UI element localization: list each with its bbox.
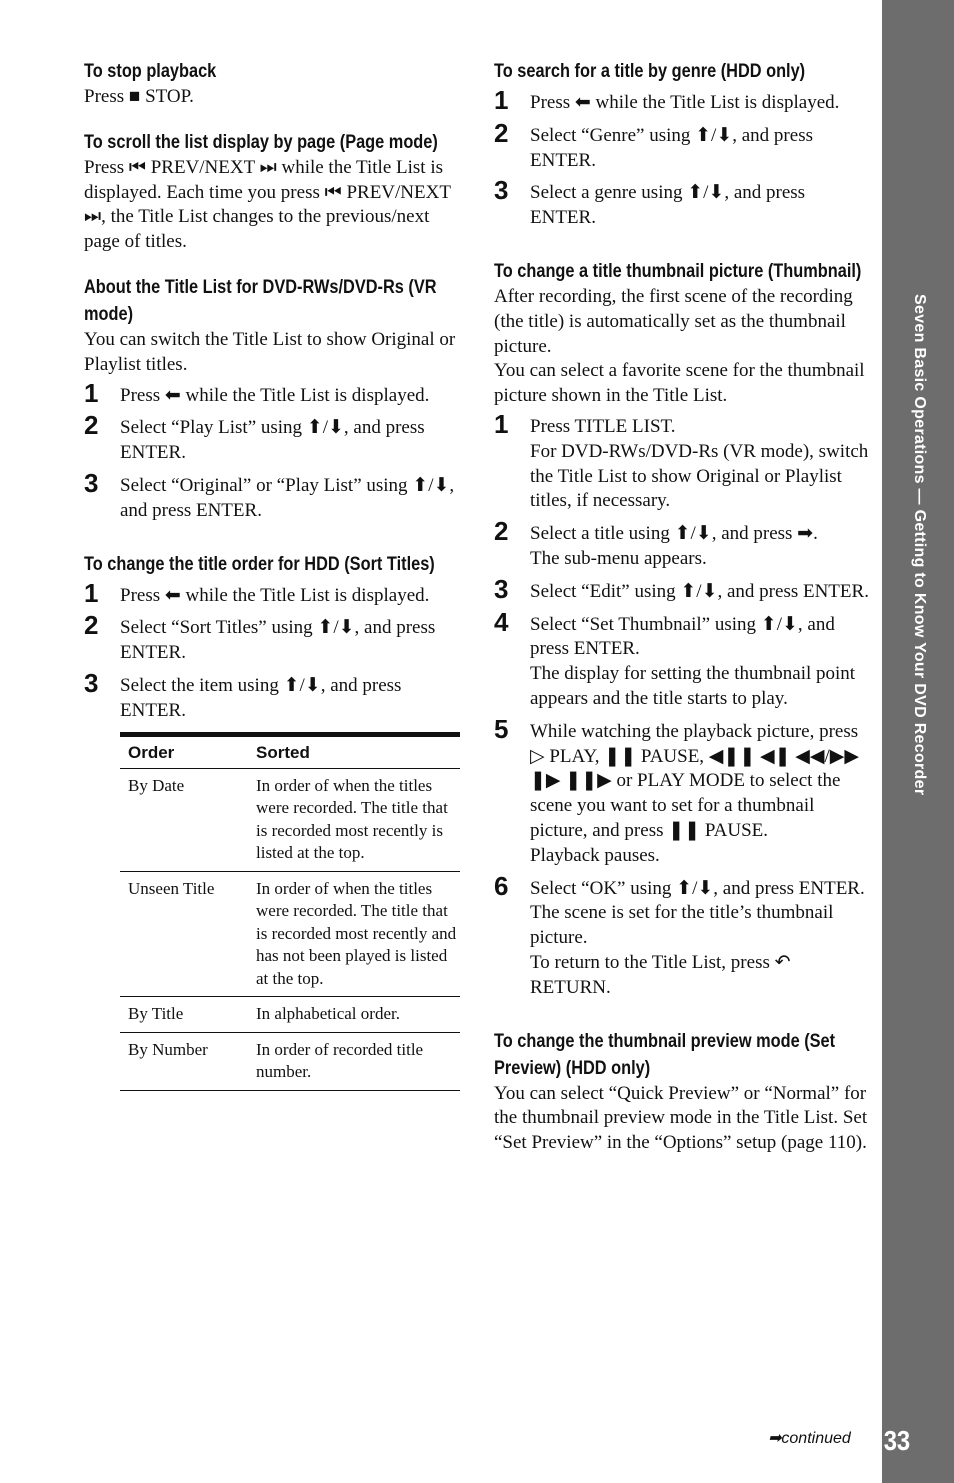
step-line: The sub-menu appears. (530, 547, 707, 569)
step (84, 577, 462, 609)
step-text (530, 720, 870, 869)
step-text: Press ⬅ while the Title List is displayed. (120, 384, 430, 406)
step-line: The display for setting the thumbnail point appears and the title starts to play. (530, 663, 856, 709)
step-text (530, 877, 870, 1001)
step-line: Select “Set Thumbnail” using ⬆/⬇, and press ENTER. (530, 613, 835, 660)
section-title: To scroll the list display by page (Page mode) (84, 131, 438, 153)
step-number: 2 (84, 410, 99, 441)
cell-sorted: In order of when the titles were recorded. The title that is recorded most recently is listed at the top. (248, 768, 460, 871)
step-number: 4 (494, 606, 509, 637)
header-order: Order (120, 734, 248, 768)
step-line: For DVD-RWs/DVD-Rs (VR mode), switch the Title List to show Original or Playlist titles, if necessary. (530, 440, 869, 512)
step (84, 467, 462, 524)
step-number: 3 (84, 667, 99, 698)
section-set-preview (494, 1028, 870, 1156)
step-line: Select “OK” using ⬆/⬇, and press ENTER. (530, 877, 865, 899)
step-number: 3 (84, 467, 99, 498)
step (494, 408, 870, 514)
section-title: To stop playback (84, 61, 217, 82)
header-sorted: Sorted (248, 734, 460, 768)
step-number: 1 (494, 85, 509, 115)
step (84, 410, 462, 466)
chapter-title-vertical: Seven Basic Operations — Getting to Know Your DVD Recorder (911, 294, 928, 796)
cell-order: By Date (120, 768, 248, 871)
section-thumbnail (494, 258, 870, 1001)
sort-order-table (120, 732, 460, 1091)
section-genre-search (494, 58, 870, 231)
step-line: To return to the Title List, press ↶ RETURN. (530, 951, 791, 998)
section-body: You can select “Quick Preview” or “Normal” for the thumbnail preview mode in the Title List. Set “Set Preview” in the “Options” setup (page 110). (494, 1082, 868, 1154)
step-text (530, 580, 870, 605)
section-title: To change the thumbnail preview mode (Set Preview) (HDD only) (494, 1030, 836, 1079)
step-text: Select “Play List” using ⬆/⬇, and press ENTER. (120, 417, 425, 464)
step (494, 117, 870, 174)
step (494, 175, 870, 231)
section-body: After recording, the first scene of the recording (the title) is automatically set as the thumbnail picture. (494, 285, 853, 357)
step-text: Select “Sort Titles” using ⬆/⬇, and press ENTER. (120, 617, 436, 664)
step-text (530, 522, 870, 572)
section-title: About the Title List for DVD-RWs/DVD-Rs (VR mode) (84, 276, 437, 325)
step (84, 667, 462, 724)
table-row (120, 871, 460, 997)
step-line: The scene is set for the title’s thumbnail picture. (530, 902, 834, 949)
page-number: 33 (883, 1425, 911, 1456)
table-row (120, 997, 460, 1033)
left-column (84, 58, 462, 1091)
step-number: 3 (494, 175, 509, 206)
step-text: Press ⬅ while the Title List is displayed. (530, 92, 840, 113)
cell-order: By Number (120, 1032, 248, 1090)
step-text (530, 415, 870, 514)
section-sort-titles (84, 551, 462, 1091)
step-text (530, 613, 870, 712)
section-title: To search for a title by genre (HDD only) (494, 61, 806, 82)
step (494, 573, 870, 605)
step (494, 606, 870, 712)
continued-label: ➡continued (768, 1430, 851, 1447)
step (494, 85, 870, 116)
right-column (494, 58, 870, 1156)
section-title-list-vr (84, 274, 462, 524)
step-number: 6 (494, 870, 509, 901)
step-line: Select “Edit” using ⬆/⬇, and press ENTER. (530, 580, 869, 602)
cell-sorted: In alphabetical order. (248, 997, 460, 1033)
step-number: 1 (494, 408, 509, 439)
section-title: To change a title thumbnail picture (Thumbnail) (494, 260, 862, 282)
table-row (120, 1032, 460, 1090)
step-number: 2 (494, 117, 509, 148)
step-line: While watching the playback picture, press ▷ PLAY, ❚❚ PAUSE, ◀❚❚ ◀❚ ◀◀/▶▶ ❚▶ ❚❚▶ or PLAY MODE to select the scene you want to set for a thumbnail picture, and press ❚❚ PAUSE. (530, 720, 860, 841)
section-body: Press ■ STOP. (84, 86, 194, 107)
step-text: Press ⬅ while the Title List is displayed. (120, 584, 430, 606)
step-number: 1 (84, 577, 99, 608)
cell-sorted: In order of recorded title number. (248, 1032, 460, 1090)
section-body: Press ⏮ PREV/NEXT ⏭ while the Title List is displayed. Each time you press ⏮ PREV/NEXT ⏭, the Title List changes to the previous/next page of titles. (84, 156, 451, 253)
step-number: 3 (494, 573, 509, 604)
section-title: To change the title order for HDD (Sort Titles) (84, 553, 435, 575)
step (494, 713, 870, 869)
step-line: Playback pauses. (530, 844, 660, 866)
section-page-mode (84, 129, 462, 255)
section-body: You can select a favorite scene for the thumbnail picture shown in the Title List. (494, 360, 865, 407)
step (494, 516, 870, 572)
step-number: 5 (494, 713, 509, 744)
step-text: Select “Genre” using ⬆/⬇, and press ENTER. (530, 124, 813, 171)
step (494, 870, 870, 1001)
step-text: Select “Original” or “Play List” using ⬆/⬇, and press ENTER. (120, 474, 455, 521)
step (84, 610, 462, 666)
step-number: 2 (84, 610, 99, 641)
step-number: 1 (84, 377, 99, 408)
table-row (120, 768, 460, 871)
section-body: You can switch the Title List to show Original or Playlist titles. (84, 328, 456, 375)
section-stop-playback (84, 58, 462, 110)
table-header-row (120, 734, 460, 768)
cell-order: By Title (120, 997, 248, 1033)
step-line: Press TITLE LIST. (530, 415, 676, 437)
step-number: 2 (494, 516, 509, 547)
step-text: Select the item using ⬆/⬇, and press ENTER. (120, 674, 402, 721)
cell-order: Unseen Title (120, 871, 248, 997)
cell-sorted: In order of when the titles were recorded. The title that is recorded most recently and has not been played is listed at the top. (248, 871, 460, 997)
step (84, 377, 462, 409)
step-line: Select a title using ⬆/⬇, and press ➡. (530, 523, 818, 545)
step-text: Select a genre using ⬆/⬇, and press ENTER. (530, 182, 806, 229)
